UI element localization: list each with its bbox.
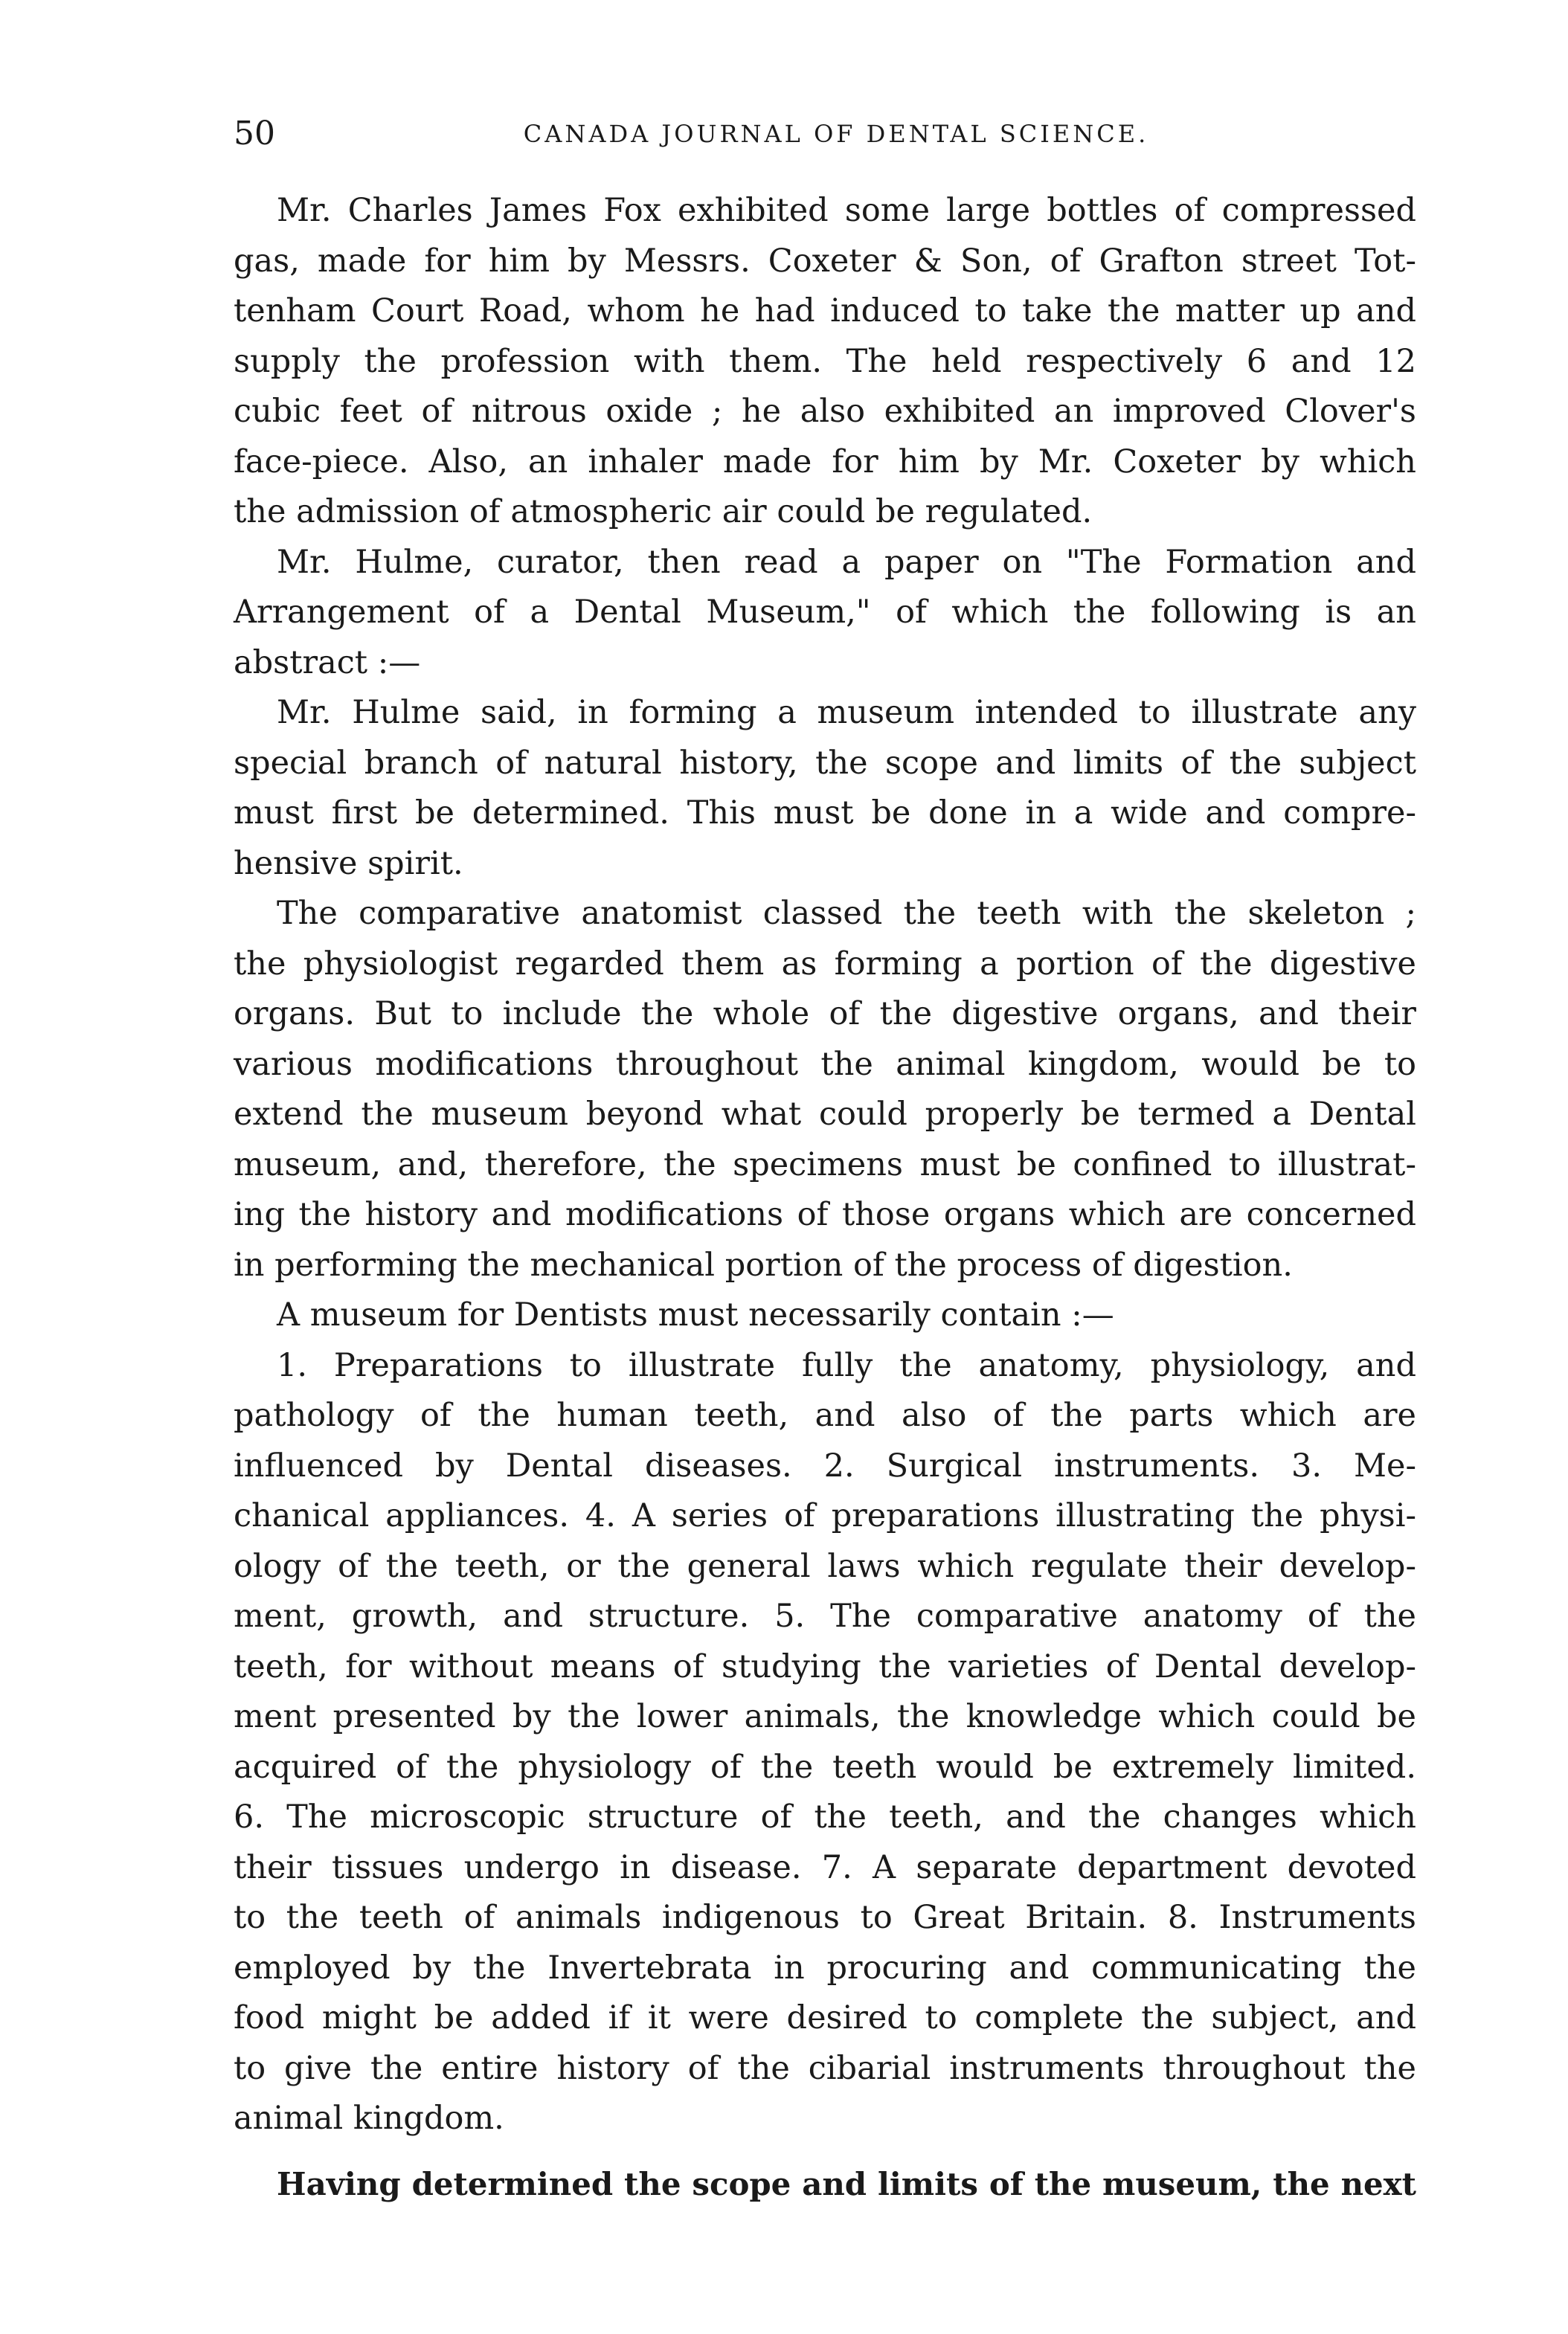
text-line: Mr. Hulme said, in forming a museum intended to illustrate any [277, 694, 1416, 731]
paragraph-gap [234, 2144, 1416, 2159]
text-line: organs. But to include the whole of the digestive organs, and their [234, 995, 1416, 1032]
text-line: ology of the teeth, or the general laws which regulate their develop- [234, 1547, 1416, 1585]
text-line: teeth, for without means of studying the varieties of Dental develop- [234, 1647, 1416, 1685]
running-head [234, 112, 1416, 156]
text-line: The comparative anatomist classed the teeth with the skeleton ; [277, 895, 1416, 932]
text-line: museum, and, therefore, the specimens must be confined to illustrat- [234, 1145, 1416, 1183]
text-line: their tissues undergo in disease. 7. A separate department devoted [234, 1848, 1416, 1886]
text-line: various modifications throughout the animal kingdom, would be to [234, 1045, 1416, 1083]
text-line: abstract :— [234, 643, 421, 681]
text-line: extend the museum beyond what could properly be termed a Dental [234, 1096, 1416, 1133]
text-line: face-piece. Also, an inhaler made for him by Mr. Coxeter by which [234, 443, 1416, 480]
text-line: chanical appliances. 4. A series of preparations illustrating the physi- [234, 1497, 1416, 1534]
text-line: influenced by Dental diseases. 2. Surgical instruments. 3. Me- [234, 1447, 1416, 1485]
text-line: 6. The microscopic structure of the teeth, and the changes which [234, 1798, 1416, 1836]
text-line: Mr. Charles James Fox exhibited some large bottles of compressed [277, 192, 1416, 229]
text-line: special branch of natural history, the scope and limits of the subject [234, 744, 1416, 782]
text-line: cubic feet of nitrous oxide ; he also exhibited an improved Clover's [234, 393, 1416, 430]
page-number: 50 [234, 115, 275, 152]
text-line: animal kingdom. [234, 2100, 504, 2137]
text-line: to the teeth of animals indigenous to Great Britain. 8. Instruments [234, 1899, 1416, 1936]
text-line: Mr. Hulme, curator, then read a paper on "The Formation and [277, 543, 1416, 581]
journal-title: CANADA JOURNAL OF DENTAL SCIENCE. [523, 120, 1149, 148]
text-line: 1. Preparations to illustrate fully the anatomy, physiology, and [277, 1346, 1416, 1384]
text-line: the admission of atmospheric air could be regulated. [234, 493, 1093, 530]
text-line: gas, made for him by Messrs. Coxeter & Son, of Grafton street Tot- [234, 242, 1416, 280]
text-line: acquired of the physiology of the teeth would be extremely limited. [234, 1748, 1416, 1786]
body-text [234, 186, 1416, 2209]
text-line: to give the entire history of the cibarial instruments throughout the [234, 2049, 1416, 2087]
text-line: pathology of the human teeth, and also of the parts which are [234, 1397, 1416, 1434]
text-line: ment, growth, and structure. 5. The comparative anatomy of the [234, 1598, 1416, 1635]
text-line: Arrangement of a Dental Museum," of which the following is an [234, 594, 1416, 631]
text-line: Having determined the scope and limits of the museum, the next [277, 2165, 1416, 2202]
text-line: must first be determined. This must be done in a wide and compre- [234, 794, 1416, 832]
text-line: food might be added if it were desired to complete the subject, and [234, 1999, 1416, 2036]
text-line: in performing the mechanical portion of the process of digestion. [234, 1246, 1293, 1284]
text-line: ing the history and modifications of those organs which are concerned [234, 1196, 1416, 1233]
text-line: ment presented by the lower animals, the knowledge which could be [234, 1698, 1416, 1735]
text-line: the physiologist regarded them as forming a portion of the digestive [234, 945, 1416, 983]
text-line: employed by the Invertebrata in procuring and communicating the [234, 1949, 1416, 1987]
text-line: tenham Court Road, whom he had induced to take the matter up and [234, 292, 1416, 329]
text-line: supply the profession with them. The held respectively 6 and 12 [234, 342, 1416, 380]
text-line: A museum for Dentists must necessarily contain :— [277, 1296, 1114, 1334]
text-line: hensive spirit. [234, 844, 463, 882]
